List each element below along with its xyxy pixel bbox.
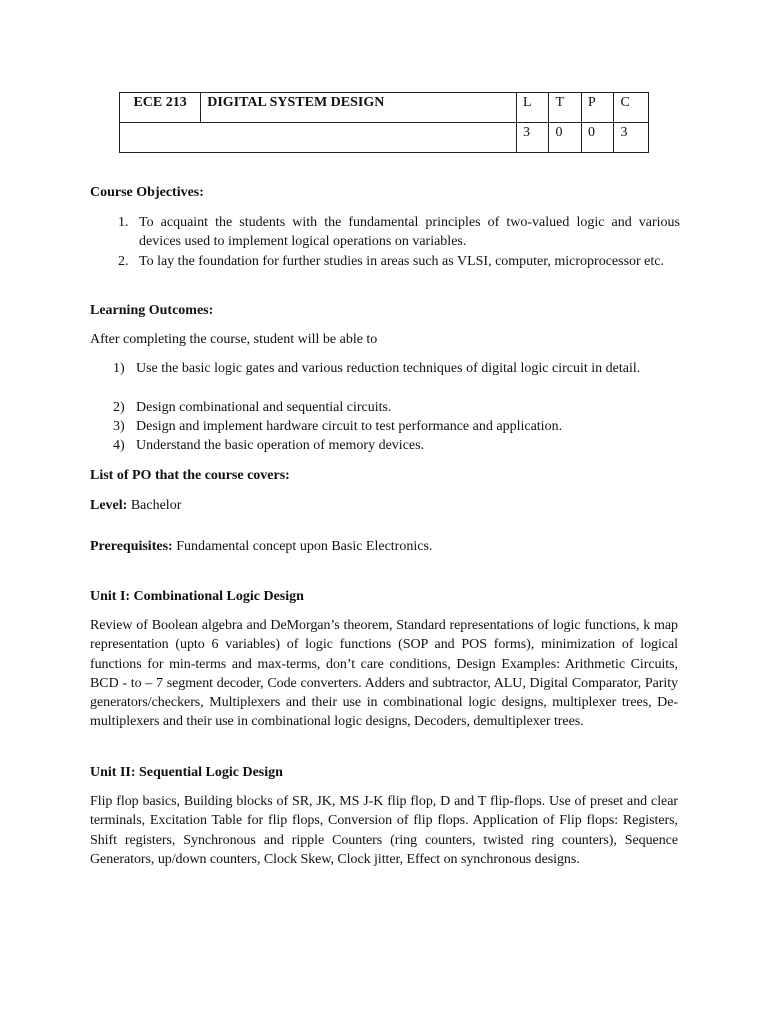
outcomes-intro: After completing the course, student will be able to — [90, 332, 378, 347]
outcome-item-1: Use the basic logic gates and various reduction techniques of digital logic circuit in detail. — [136, 361, 641, 376]
outcome-item-4: Understand the basic operation of memory devices. — [136, 438, 425, 453]
course-table-empty-cell — [120, 123, 517, 153]
ltp-header-t: T — [549, 93, 581, 123]
objective-item-2: To lay the foundation for further studies in areas such as VLSI, computer, microprocessor etc. — [139, 254, 664, 269]
course-table-row-header — [120, 93, 649, 123]
ltp-header-l: L — [516, 93, 548, 123]
ltp-value-p: 0 — [581, 123, 613, 153]
ltp-header-c: C — [614, 93, 649, 123]
ltp-value-l: 3 — [516, 123, 548, 153]
unit1-body: Review of Boolean algebra and DeMorgan’s theorem, Standard representations of logic functions, k map representation (upto 6 variables) of logic functions (SOP and POS forms), minimization of logical functions for min-terms and max-terms, don’t care conditions, Design Examples: Arithmetic Circuits, BCD - to – 7 segment decoder, Code converters. Adders and subtractor, ALU, Digital Comparator, Parity generators/checkers, Multiplexers and their use in combinational logic designs, multiplexer trees, De-multiplexers and their use in combinational logic designs, Decoders, demultiplexer trees. — [90, 618, 678, 730]
outcomes-heading: Learning Outcomes: — [90, 303, 214, 318]
unit2-heading: Unit II: Sequential Logic Design — [90, 765, 283, 780]
ltp-header-p: P — [581, 93, 613, 123]
course-table-row-values — [120, 123, 649, 153]
level-label: Level: — [90, 498, 128, 513]
po-heading: List of PO that the course covers: — [90, 468, 290, 483]
outcome-number-4: 4) — [113, 438, 125, 453]
outcome-item-2: Design combinational and sequential circuits. — [136, 400, 392, 415]
course-title: DIGITAL SYSTEM DESIGN — [201, 93, 517, 123]
objective-item-1: To acquaint the students with the fundamental principles of two-valued logic and various devices used to implement logical operations on variables. — [139, 215, 680, 250]
outcome-item-3: Design and implement hardware circuit to test performance and application. — [136, 419, 563, 434]
outcome-number-1: 1) — [113, 361, 125, 376]
prerequisites-line — [90, 537, 678, 556]
level-value: Bachelor — [127, 498, 182, 513]
unit1-heading: Unit I: Combinational Logic Design — [90, 589, 304, 604]
outcome-number-3: 3) — [113, 419, 125, 434]
level-line — [90, 496, 678, 515]
objectives-heading: Course Objectives: — [90, 185, 204, 200]
objective-number-1: 1. — [118, 215, 129, 230]
prerequisites-label: Prerequisites: — [90, 539, 173, 554]
course-code: ECE 213 — [120, 93, 201, 123]
course-header-table — [119, 92, 649, 153]
unit2-body: Flip flop basics, Building blocks of SR, JK, MS J-K flip flop, D and T flip-flops. Use of preset and clear terminals, Excitation Table for flip flops, Conversion of flip flops. Application of Flip flops: Registers, Shift registers, Synchronous and ripple Counters (ring counters, twisted ring counters), Sequence Generators, up/down counters, Clock Skew, Clock jitter, Effect on synchronous designs. — [90, 794, 678, 867]
outcome-number-2: 2) — [113, 400, 125, 415]
prerequisites-value: Fundamental concept upon Basic Electronics. — [172, 539, 433, 554]
ltp-value-c: 3 — [614, 123, 649, 153]
ltp-value-t: 0 — [549, 123, 581, 153]
objective-number-2: 2. — [118, 254, 129, 269]
